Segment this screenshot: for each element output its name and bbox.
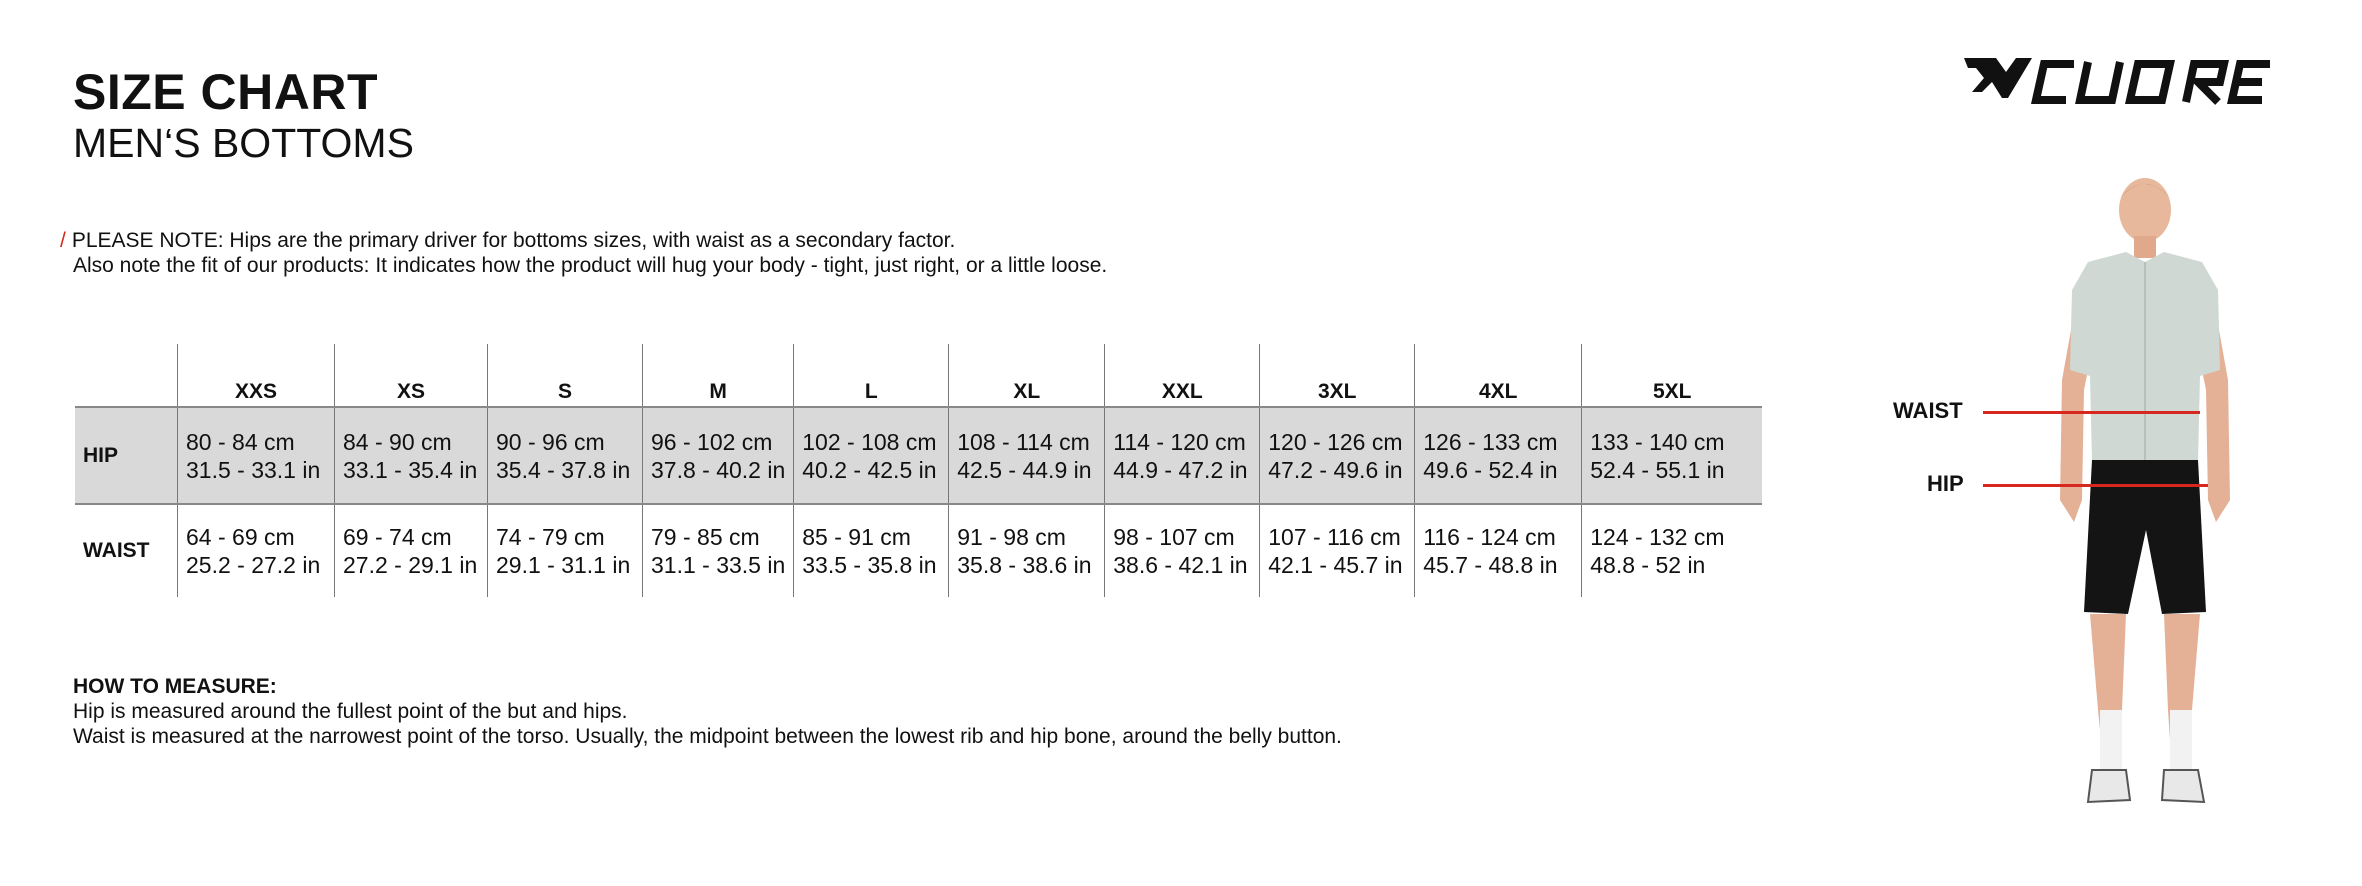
cell-cm-value: 84 - 90 cm [343,428,452,455]
cell-cm-value: 91 - 98 cm [957,524,1066,550]
cuore-wordmark-icon [2036,62,2270,102]
cell-cm-value: 102 - 108 cm [802,428,937,455]
size-header-row [75,344,1762,407]
cell-inch-value: 37.8 - 40.2 in [651,456,786,483]
page-subtitle: MEN‘S BOTTOMS [73,120,414,166]
note-line-1: PLEASE NOTE: Hips are the primary driver for bottoms sizes, with waist as a secondary factor. [71,229,956,252]
cell-hip-xxl [1105,407,1260,504]
cell-hip-3xl [1260,407,1415,504]
cell-inch-value: 35.8 - 38.6 in [957,552,1092,578]
cell-cm-value: 80 - 84 cm [186,428,295,455]
cell-inch-value: 35.4 - 37.8 in [496,456,631,483]
size-header-3xl: 3XL [1260,344,1415,407]
hip-instructions: Hip is measured around the fullest point of the but and hips. [73,700,628,723]
cell-cm-value: 116 - 124 cm [1423,524,1556,550]
size-header-4xl: 4XL [1415,344,1582,407]
size-header-xs: XS [335,344,488,407]
cell-inch-value: 42.1 - 45.7 in [1268,552,1403,578]
cell-inch-value: 47.2 - 49.6 in [1268,456,1403,483]
cell-inch-value: 31.5 - 33.1 in [186,456,321,483]
how-to-measure-heading: HOW TO MEASURE: [73,675,277,698]
cell-cm-value: 64 - 69 cm [186,524,295,550]
size-header-s: S [488,344,643,407]
cell-cm-value: 114 - 120 cm [1113,428,1246,455]
note-slash: / [60,229,66,252]
cell-inch-value: 25.2 - 27.2 in [186,552,321,578]
cell-inch-value: 31.1 - 33.5 in [651,552,786,578]
cell-waist-4xl [1415,504,1582,597]
waist-line [1983,411,2200,414]
cell-inch-value: 52.4 - 55.1 in [1590,456,1725,483]
size-header-xl: XL [949,344,1105,407]
cell-inch-value: 48.8 - 52 in [1590,552,1706,578]
model-head-icon [2119,178,2171,242]
cell-hip-xxs [178,407,335,504]
size-header-xxs: XXS [178,344,335,407]
hip-line [1983,484,2208,487]
cell-inch-value: 44.9 - 47.2 in [1113,456,1248,483]
cell-inch-value: 45.7 - 48.8 in [1423,552,1558,578]
cell-cm-value: 79 - 85 cm [651,524,760,550]
cell-hip-4xl [1415,407,1582,504]
cell-waist-xxs [178,504,335,597]
page-title: SIZE CHART [73,64,378,120]
cell-inch-value: 27.2 - 29.1 in [343,552,478,578]
please-note [60,228,1107,278]
cell-cm-value: 96 - 102 cm [651,428,773,455]
cell-waist-m [643,504,794,597]
size-header-xxl: XXL [1105,344,1260,407]
corner-cell [75,344,178,407]
cell-inch-value: 29.1 - 31.1 in [496,552,631,578]
row-label-hip: HIP [75,407,178,504]
cell-cm-value: 124 - 132 cm [1590,524,1725,550]
cell-inch-value: 38.6 - 42.1 in [1113,552,1248,578]
cell-waist-5xl [1582,504,1763,597]
cell-cm-value: 69 - 74 cm [343,524,452,550]
row-label-waist: WAIST [83,539,150,562]
model-figure [2040,170,2250,830]
cell-waist-s [488,504,643,597]
cell-hip-5xl [1582,407,1763,504]
waist-label: WAIST [1893,398,1963,423]
cell-cm-value: 98 - 107 cm [1113,524,1235,550]
cell-inch-value: 33.1 - 35.4 in [343,456,478,483]
cell-cm-value: 90 - 96 cm [496,428,605,455]
size-chart-table [75,344,1762,597]
cell-hip-xs [335,407,488,504]
cell-hip-l [794,407,949,504]
cell-hip-m [643,407,794,504]
cell-inch-value: 33.5 - 35.8 in [802,552,937,578]
cuore-wing-logo-icon [1964,58,2032,98]
waist-instructions: Waist is measured at the narrowest point of the torso. Usually, the midpoint between the lowest rib and hip bone, around the belly button. [73,725,1342,748]
table-row-waist [75,504,1762,597]
cell-waist-xxl [1105,504,1260,597]
cell-waist-xs [335,504,488,597]
note-line-2: Also note the fit of our products: It indicates how the product will hug your body - tight, just right, or a little loose. [73,254,1108,277]
hip-label: HIP [1927,471,1964,496]
cell-cm-value: 120 - 126 cm [1268,428,1403,455]
cell-hip-s [488,407,643,504]
cuore-logo [1962,52,2282,114]
table-row-hip [75,407,1762,504]
cell-inch-value: 40.2 - 42.5 in [802,456,937,483]
cell-inch-value: 49.6 - 52.4 in [1423,456,1558,483]
cell-cm-value: 108 - 114 cm [957,428,1090,455]
cell-cm-value: 126 - 133 cm [1423,428,1558,455]
cell-waist-xl [949,504,1105,597]
size-header-l: L [794,344,949,407]
cell-cm-value: 133 - 140 cm [1590,428,1725,455]
cell-cm-value: 74 - 79 cm [496,524,605,550]
cell-waist-l [794,504,949,597]
cell-waist-3xl [1260,504,1415,597]
how-to-measure [73,674,1342,749]
cell-cm-value: 85 - 91 cm [802,524,911,550]
cell-hip-xl [949,407,1105,504]
size-header-m: M [643,344,794,407]
size-header-5xl: 5XL [1582,344,1763,407]
cell-cm-value: 107 - 116 cm [1268,524,1401,550]
cell-inch-value: 42.5 - 44.9 in [957,456,1092,483]
